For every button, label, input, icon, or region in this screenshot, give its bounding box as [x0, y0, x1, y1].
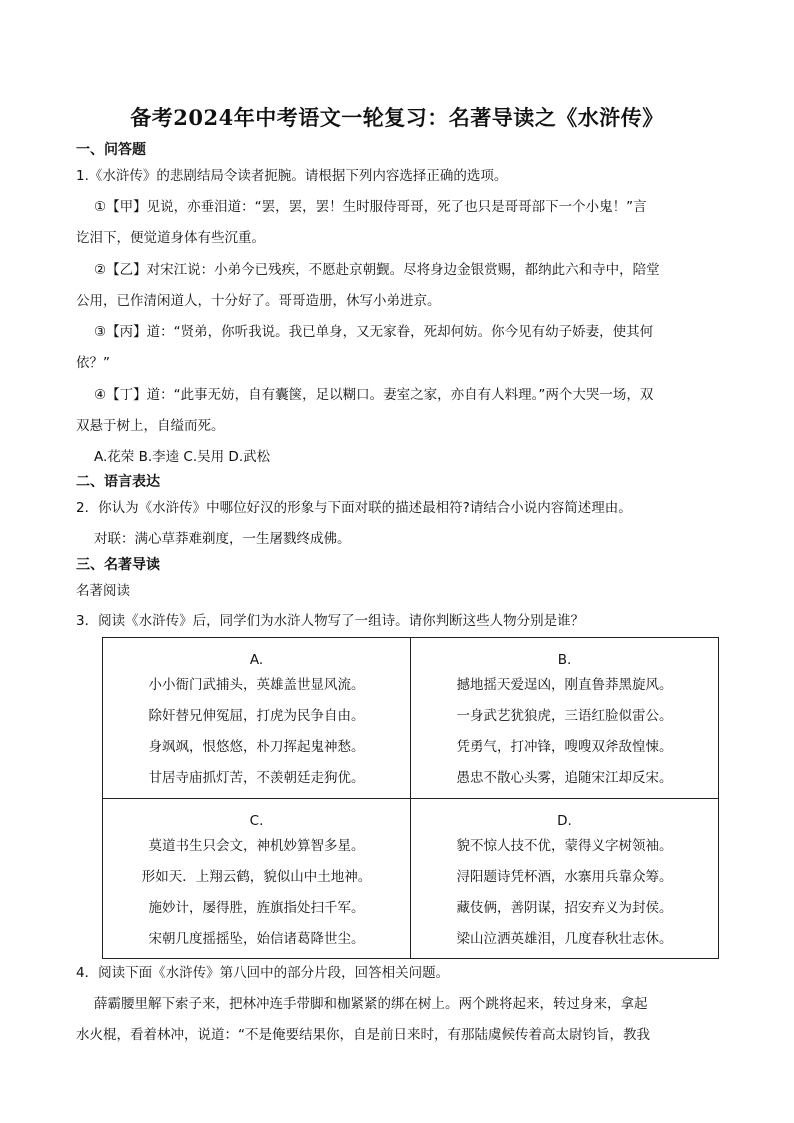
poem-line: 撼地摇天爱逞凶，刚直鲁莽黑旋风。 [456, 677, 673, 693]
poem-line: 梁山泣洒英雄泪，几度春秋壮志休。 [456, 930, 673, 947]
poem-cell-d [411, 798, 719, 959]
poem-line: 凭勇气，打冲锋，嗖嗖双斧敌惶悚。 [456, 739, 673, 755]
q1-item-3-line2: 依？” [76, 355, 110, 371]
section-heading-qa: 一、问答题 [76, 142, 146, 158]
poem-cell-a [103, 638, 411, 799]
section-heading-language: 二、语言表达 [76, 474, 160, 490]
poem-cell-b [411, 638, 719, 799]
question-4-stem: 4．阅读下面《水浒传》第八回中的部分片段，回答相关问题。 [76, 965, 450, 981]
poem-cell-c [103, 798, 411, 959]
poem-line: 莫道书生只会文，神机妙算智多星。 [148, 837, 365, 854]
poem-line: 身飒飒，恨悠悠，朴刀挥起鬼神愁。 [148, 739, 365, 755]
poem-line: 宋朝几度摇摇坠，始信诸葛降世尘。 [148, 930, 365, 947]
q1-item-1-line2: 讫泪下，便觉道身体有些沉重。 [76, 230, 265, 246]
poem-label: D. [557, 812, 572, 829]
poem-line: 貌不惊人技不优，蒙得义字树领袖。 [456, 837, 673, 854]
question-2-stem: 2．你认为《水浒传》中哪位好汉的形象与下面对联的描述最相符?请结合小说内容简述理由。 [76, 500, 632, 516]
poem-label: A. [249, 652, 264, 668]
poem-line: 形如天．上翔云鹤，貌似山中土地神。 [141, 868, 372, 885]
q1-options: A.花荣 B.李逵 C.吴用 D.武松 [94, 449, 271, 465]
question-1-stem: 1.《水浒传》的悲剧结局令读者扼腕。请根据下列内容选择正确的选项。 [76, 168, 508, 184]
q2-couplet: 对联：满心草莽难剃度，一生屠戮终成佛。 [94, 531, 351, 547]
q1-item-4-line2: 双悬于树上，自缢而死。 [76, 418, 225, 434]
poem-line: 除奸替兄伸冤屈，打虎为民争自由。 [148, 708, 365, 724]
poem-line: 甘居寺庙抓灯苦，不羡朝廷走狗优。 [148, 770, 365, 786]
page-title: 备考2024年中考语文一轮复习：名著导读之《水浒传》 [130, 105, 664, 130]
q1-item-1-line1: ①【甲】见说，亦垂泪道：“罢，罢，罢！生时服侍哥哥，死了也只是哥哥部下一个小鬼！”言 [94, 199, 647, 215]
poem-label: B. [557, 652, 572, 668]
q1-item-2-line2: 公用，已作清闲道人，十分好了。哥哥造册，休写小弟进京。 [76, 293, 441, 309]
q4-paragraph-line2: 水火棍，看着林冲，说道：“不是俺要结果你，自是前日来时，有那陆虞候传着高太尉钧旨，教我 [76, 1027, 650, 1043]
poem-line: 施妙计，屡得胜，旌旗指处扫千军。 [148, 899, 365, 916]
poem-line: 愚忠不散心头雾，追随宋江却反宋。 [456, 770, 673, 786]
poem-line: 浔阳题诗凭杯酒，水寨用兵靠众筹。 [456, 868, 673, 885]
q1-item-2-line1: ②【乙】对宋江说：小弟今已残疾，不愿赴京朝觐。尽将身边金银赏赐，都纳此六和寺中，陪堂 [94, 262, 660, 278]
question-3-stem: 3．阅读《水浒传》后，同学们为水浒人物写了一组诗。请你判断这些人物分别是谁？ [76, 613, 585, 629]
poem-label: C. [249, 812, 264, 829]
section-heading-reading: 三、名著导读 [76, 557, 160, 573]
q1-item-4-line1: ④【丁】道：“此事无妨，自有囊箧，足以糊口。妻室之家，亦自有人料理。”两个大哭一场，双 [94, 387, 654, 403]
poem-line: 一身武艺犹狼虎，三语红脸似雷公。 [456, 708, 673, 724]
poem-line: 小小衙门武捕头，英雄盖世显风流。 [148, 677, 365, 693]
poems-table [102, 637, 719, 959]
q4-paragraph-line1: 薛霸腰里解下索子来，把林冲连手带脚和枷紧紧的绑在树上。两个跳将起来，转过身来，拿起 [94, 996, 648, 1012]
q1-item-3-line1: ③【丙】道：“贤弟，你听我说。我已单身，又无家眷，死却何妨。你今见有幼子娇妻，使其何 [94, 324, 654, 340]
poem-line: 藏伎俩，善阴谋，招安弃义为封侯。 [456, 899, 673, 916]
section-subheading: 名著阅读 [76, 583, 130, 599]
